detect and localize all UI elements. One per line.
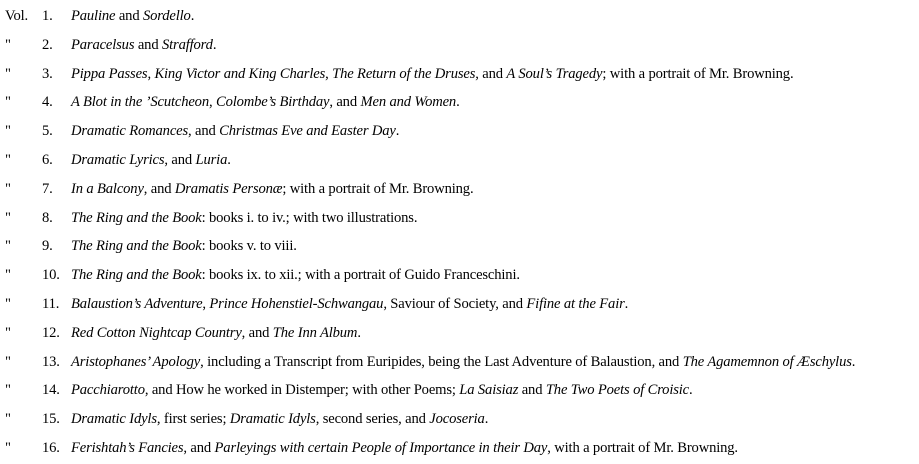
contents-text: . — [227, 152, 231, 168]
volume-contents — [71, 5, 194, 27]
work-title: Red Cotton Nightcap Country — [71, 324, 242, 341]
contents-text: ; with a portrait of Mr. Browning. — [282, 180, 474, 197]
contents-text: . — [851, 353, 856, 370]
contents-text: , and — [241, 324, 273, 341]
volume-number: 10. — [42, 267, 60, 284]
contents-text: , — [202, 296, 210, 312]
volume-number: 16. — [42, 440, 60, 456]
volume-contents — [71, 91, 460, 113]
contents-text: : books ix. to xii.; with a portrait of Guido Franceschini. — [201, 267, 520, 284]
contents-text: , second series, and — [315, 411, 430, 428]
volume-contents — [71, 63, 793, 85]
volume-prefix: " — [5, 94, 11, 111]
contents-text: : books i. to iv.; with two illustrations. — [201, 209, 418, 226]
volume-number: 6. — [42, 152, 53, 168]
work-title: Dramatic Idyls — [229, 411, 316, 428]
contents-text: and — [134, 36, 162, 53]
volume-number: 13. — [42, 353, 60, 370]
contents-text: . — [212, 36, 217, 53]
volume-number: 12. — [42, 324, 60, 341]
volume-prefix: " — [5, 440, 11, 456]
work-title: Pauline — [71, 8, 116, 24]
work-title: In a Balcony — [71, 180, 144, 197]
volume-contents — [71, 34, 216, 56]
contents-text: , including a Transcript from Euripides, being the Last Adventure of Balaustion, and — [200, 353, 683, 370]
work-title: Men and Women — [360, 94, 457, 111]
volume-prefix: " — [5, 382, 11, 399]
work-title: Parleyings with certain People of Importance in their Day — [214, 440, 548, 456]
contents-text: . — [190, 8, 195, 24]
volume-number: 5. — [42, 123, 53, 140]
volume-prefix: " — [5, 411, 11, 428]
volume-number: 4. — [42, 94, 53, 111]
volume-number: 15. — [42, 411, 60, 428]
contents-text: , and — [183, 440, 215, 456]
work-title: Ferishtah’s Fancies — [71, 440, 184, 456]
contents-text: , — [147, 65, 155, 82]
volume-contents — [71, 120, 399, 142]
work-title: The Return of the Druses — [332, 65, 476, 82]
contents-text: , and — [164, 152, 196, 168]
work-title: Aristophanes’ Apology — [71, 353, 201, 370]
work-title: Sordello — [142, 8, 191, 24]
work-title: King Victor and King Charles — [154, 65, 326, 82]
contents-text: , — [208, 94, 216, 111]
volume-number: 8. — [42, 209, 53, 226]
volume-contents — [71, 293, 628, 315]
work-title: Dramatic Lyrics — [71, 152, 165, 168]
volume-contents — [71, 437, 738, 459]
volume-prefix: " — [5, 152, 11, 168]
contents-text: , and How he worked in Distemper; with other Poems; — [144, 382, 460, 399]
volume-contents — [71, 351, 855, 373]
work-title: Dramatic Idyls — [71, 411, 157, 428]
volume-number: 14. — [42, 382, 60, 399]
volume-prefix: " — [5, 65, 11, 82]
work-title: The Ring and the Book — [71, 209, 202, 226]
work-title: Pippa Passes — [71, 65, 148, 82]
volume-prefix: " — [5, 267, 11, 284]
volume-number: 9. — [42, 238, 53, 255]
volume-prefix: " — [5, 123, 11, 140]
contents-text: . — [456, 94, 460, 111]
volume-prefix: " — [5, 209, 11, 226]
contents-text: , Saviour of Society, and — [383, 296, 527, 312]
work-title: A Blot in the ’Scutcheon — [71, 94, 209, 111]
volume-number: 11. — [42, 296, 60, 312]
work-title: The Ring and the Book — [71, 238, 202, 255]
work-title: Dramatic Romances — [71, 123, 189, 140]
work-title: Paracelsus — [71, 36, 135, 53]
contents-text: and — [518, 382, 546, 399]
work-title: Pacchiarotto — [71, 382, 145, 399]
volume-number: 3. — [42, 65, 53, 82]
contents-text: , — [325, 65, 333, 82]
contents-text: . — [484, 411, 489, 428]
work-title: The Agamemnon of Æschylus — [682, 353, 852, 370]
contents-text: , with a portrait of Mr. Browning. — [547, 440, 738, 456]
contents-text: , and — [188, 123, 220, 140]
volume-contents — [71, 207, 417, 229]
volume-prefix: " — [5, 180, 11, 197]
work-title: The Ring and the Book — [71, 267, 202, 284]
work-title: The Inn Album — [272, 324, 358, 341]
volume-number: 2. — [42, 36, 53, 53]
volume-contents — [71, 322, 361, 344]
work-title: Dramatis Personæ — [174, 180, 283, 197]
volume-prefix: " — [5, 36, 11, 53]
volume-prefix: " — [5, 353, 11, 370]
volume-number: 1. — [42, 8, 53, 24]
contents-text: ; with a portrait of Mr. Browning. — [602, 65, 794, 82]
work-title: Jocoseria — [429, 411, 485, 428]
contents-text: , and — [475, 65, 507, 82]
work-title: La Saisiaz — [459, 382, 519, 399]
contents-text: . — [689, 382, 693, 399]
contents-text: , and — [143, 180, 175, 197]
volume-contents — [71, 379, 693, 401]
work-title: A Soul’s Tragedy — [506, 65, 603, 82]
contents-text: . — [624, 296, 629, 312]
work-title: Luria — [195, 152, 228, 168]
volume-prefix: Vol. — [5, 8, 29, 24]
contents-text: . — [357, 324, 361, 341]
volume-prefix: " — [5, 324, 11, 341]
volume-contents — [71, 235, 297, 257]
work-title: Strafford — [161, 36, 213, 53]
volume-prefix: " — [5, 296, 11, 312]
work-title: Balaustion’s Adventure — [71, 296, 203, 312]
work-title: Prince Hohenstiel-Schwangau — [209, 296, 384, 312]
contents-text: , and — [329, 94, 361, 111]
contents-text: , first series; — [156, 411, 230, 428]
volume-contents — [71, 264, 520, 286]
volume-prefix: " — [5, 238, 11, 255]
contents-text: : books v. to viii. — [201, 238, 297, 255]
contents-text: . — [395, 123, 400, 140]
work-title: Colombe’s Birthday — [215, 94, 330, 111]
volume-number: 7. — [42, 180, 53, 197]
volume-contents — [71, 178, 473, 200]
volume-contents — [71, 408, 488, 430]
contents-text: and — [115, 8, 143, 24]
work-title: The Two Poets of Croisic — [545, 382, 690, 399]
work-title: Fifine at the Fair — [526, 296, 625, 312]
work-title: Christmas Eve and Easter Day — [219, 123, 396, 140]
volume-contents — [71, 149, 231, 171]
